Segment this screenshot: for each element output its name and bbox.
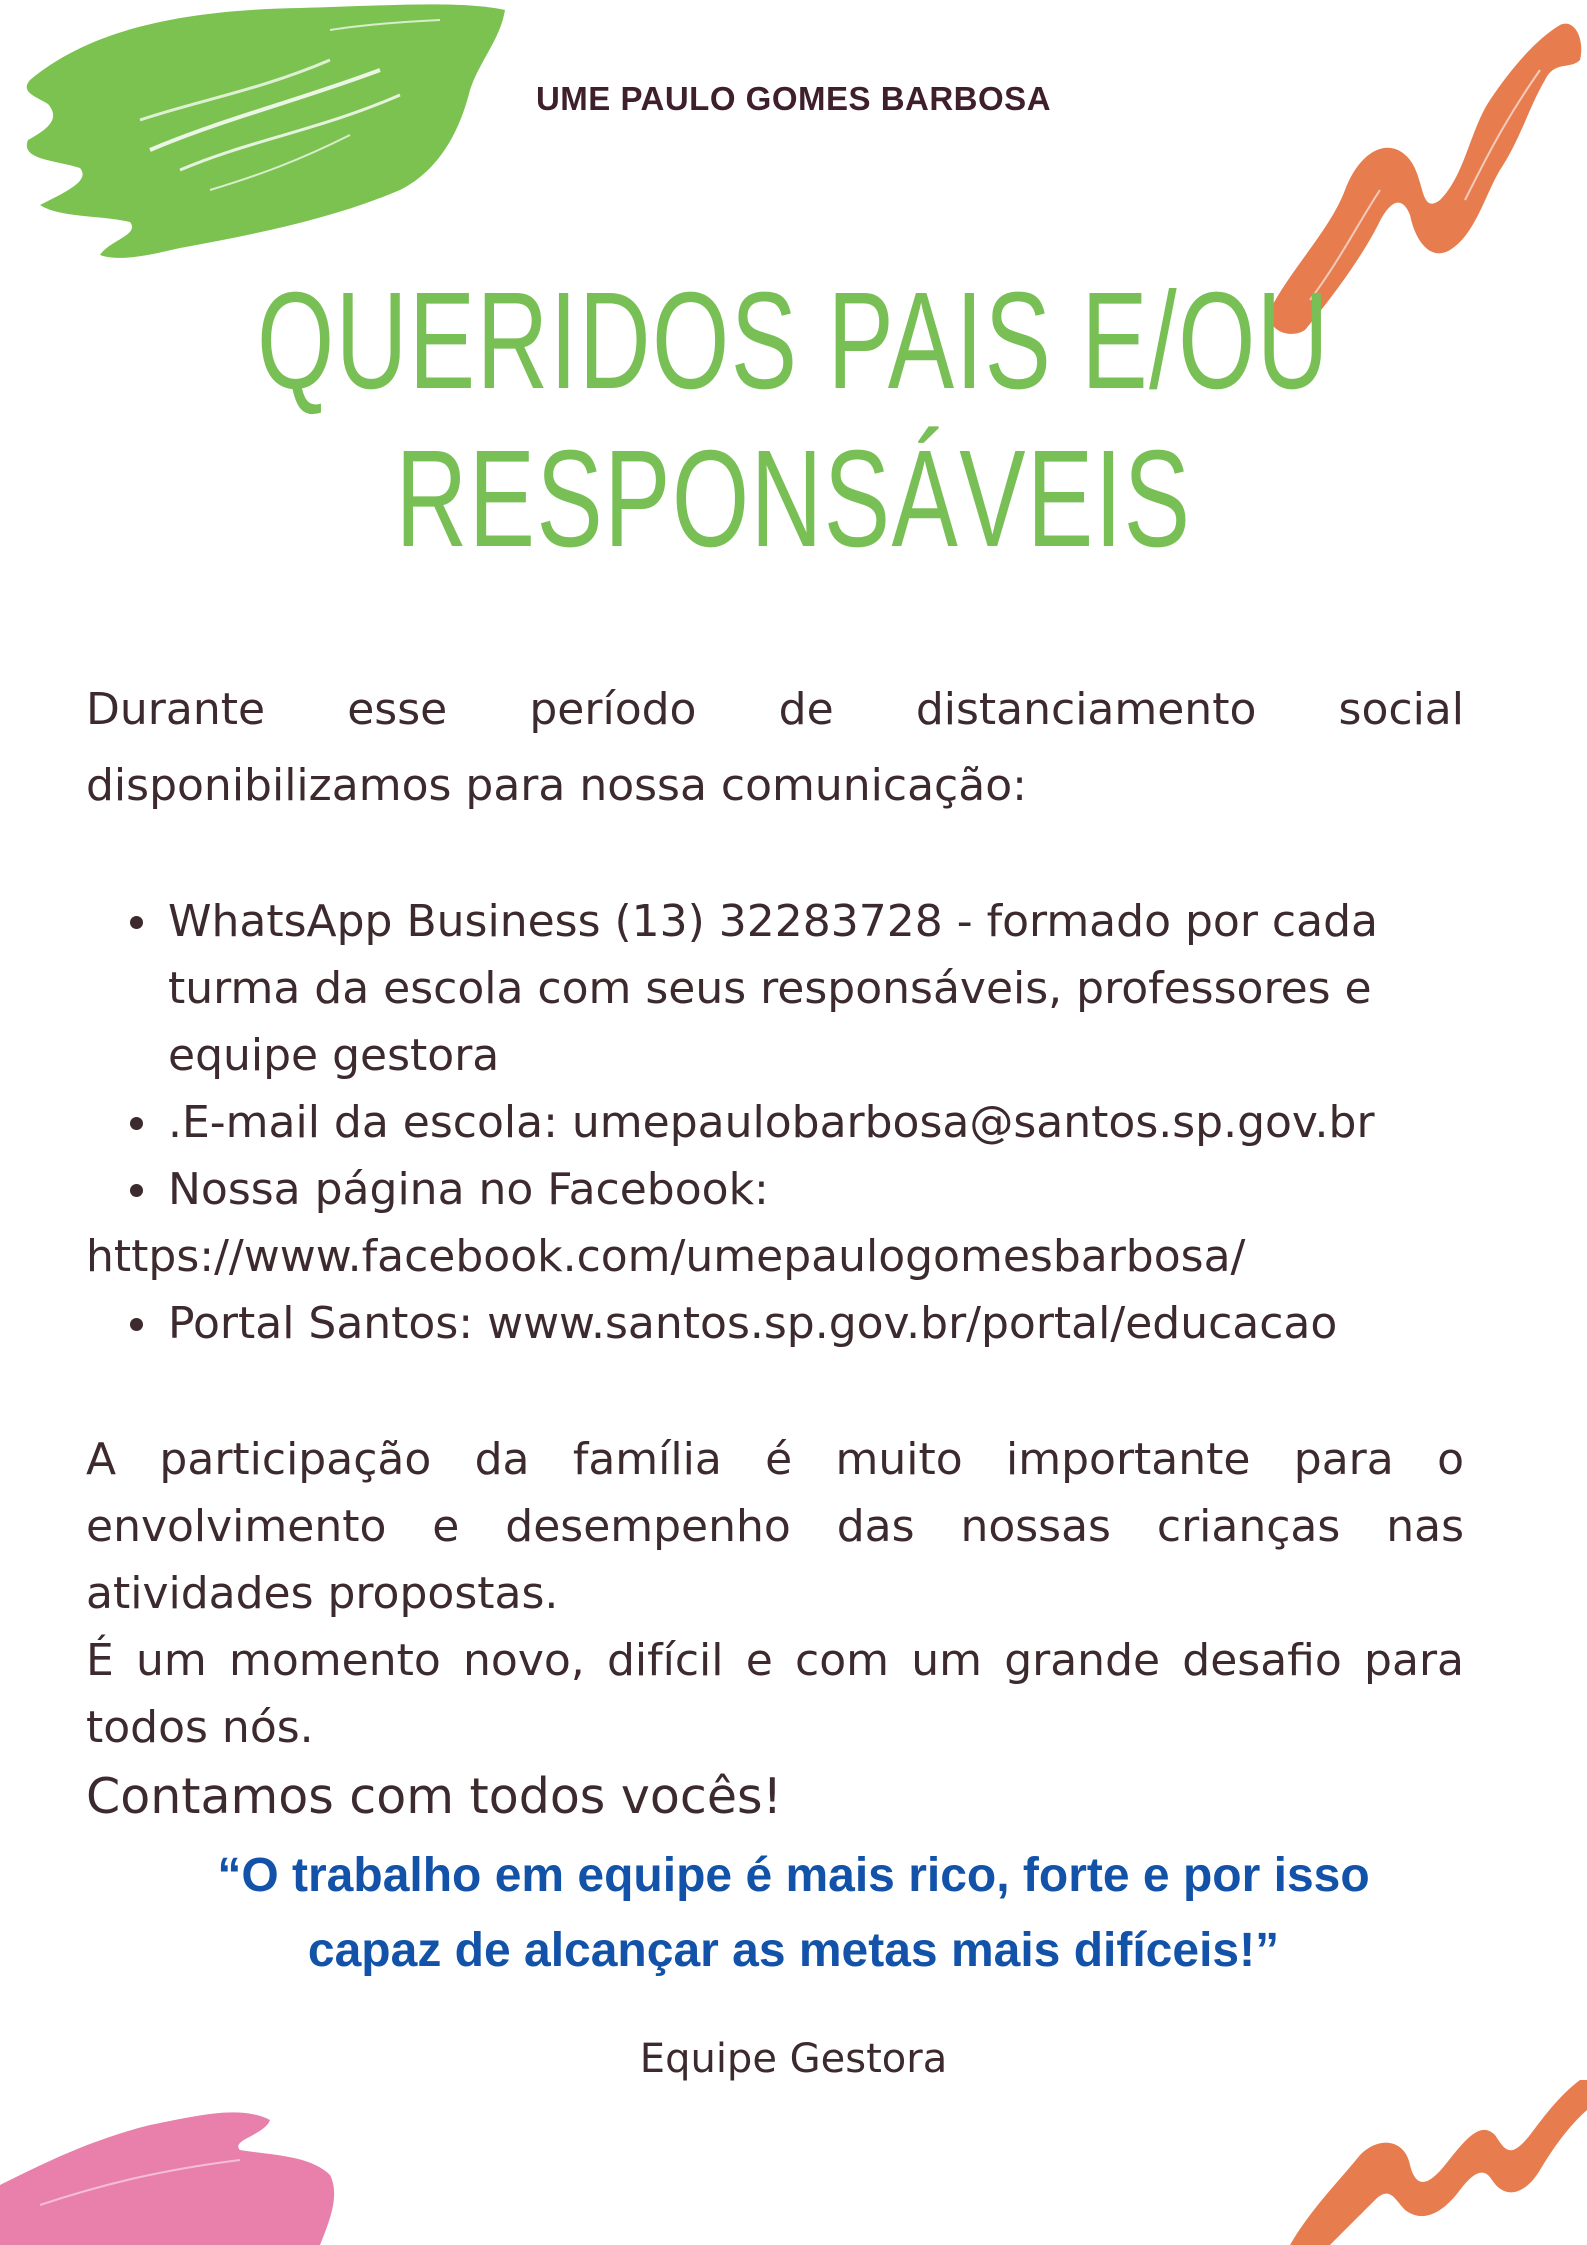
list-item-facebook	[86, 1156, 1464, 1223]
title-line-2: RESPONSÁVEIS	[395, 422, 1192, 576]
thanks-text: Contamos com todos vocês!	[86, 1768, 783, 1825]
green-brush-stroke	[0, 0, 520, 270]
intro-paragraph	[86, 672, 1464, 824]
message-paragraph	[86, 1426, 1464, 1761]
quote-line-1: “O trabalho em equipe é mais rico, forte e por isso	[217, 1849, 1370, 1902]
facebook-url-line	[86, 1223, 1464, 1290]
whatsapp-line-3: equipe gestora	[168, 1030, 500, 1081]
intro-line-1: Durante esse período de distanciamento social	[86, 684, 1464, 735]
message-p1-line-3: atividades propostas.	[86, 1568, 559, 1619]
whatsapp-line-1: WhatsApp Business (13) 32283728 - formado por cada	[168, 896, 1378, 947]
title-line-1: QUERIDOS PAIS E/OU	[256, 264, 1331, 418]
portal-text: Portal Santos: www.santos.sp.gov.br/portal/educacao	[168, 1298, 1338, 1349]
bullet-icon	[130, 916, 143, 929]
contacts-list	[86, 888, 1464, 1357]
pink-brush-stroke	[0, 2095, 350, 2245]
quote-line-2: capaz de alcançar as metas mais difíceis!”	[307, 1924, 1280, 1977]
whatsapp-line-2: turma da escola com seus responsáveis, professores e	[168, 963, 1372, 1014]
message-p1-line-2: envolvimento e desempenho das nossas crianças nas	[86, 1501, 1464, 1552]
quote	[0, 1838, 1587, 1988]
intro-line-2: disponibilizamos para nossa comunicação:	[86, 760, 1027, 811]
message-p2-line-2: todos nós.	[86, 1702, 314, 1753]
message-p1-line-1: A participação da família é muito importante para o	[86, 1434, 1464, 1485]
bullet-icon	[130, 1184, 143, 1197]
list-item-portal	[86, 1290, 1464, 1357]
school-name: UME PAULO GOMES BARBOSA	[535, 80, 1052, 117]
email-text: .E-mail da escola: umepaulobarbosa@santos.sp.gov.br	[168, 1097, 1375, 1148]
message-p2-line-1: É um momento novo, difícil e com um grande desafio para	[86, 1635, 1464, 1686]
signature: Equipe Gestora	[639, 2036, 948, 2082]
list-item-whatsapp	[86, 888, 1464, 1089]
facebook-label: Nossa página no Facebook:	[168, 1164, 769, 1215]
bullet-icon	[130, 1117, 143, 1130]
facebook-url: https://www.facebook.com/umepaulogomesbarbosa/	[86, 1231, 1246, 1282]
bullet-icon	[130, 1318, 143, 1331]
page-title	[222, 262, 1365, 578]
list-item-email	[86, 1089, 1464, 1156]
